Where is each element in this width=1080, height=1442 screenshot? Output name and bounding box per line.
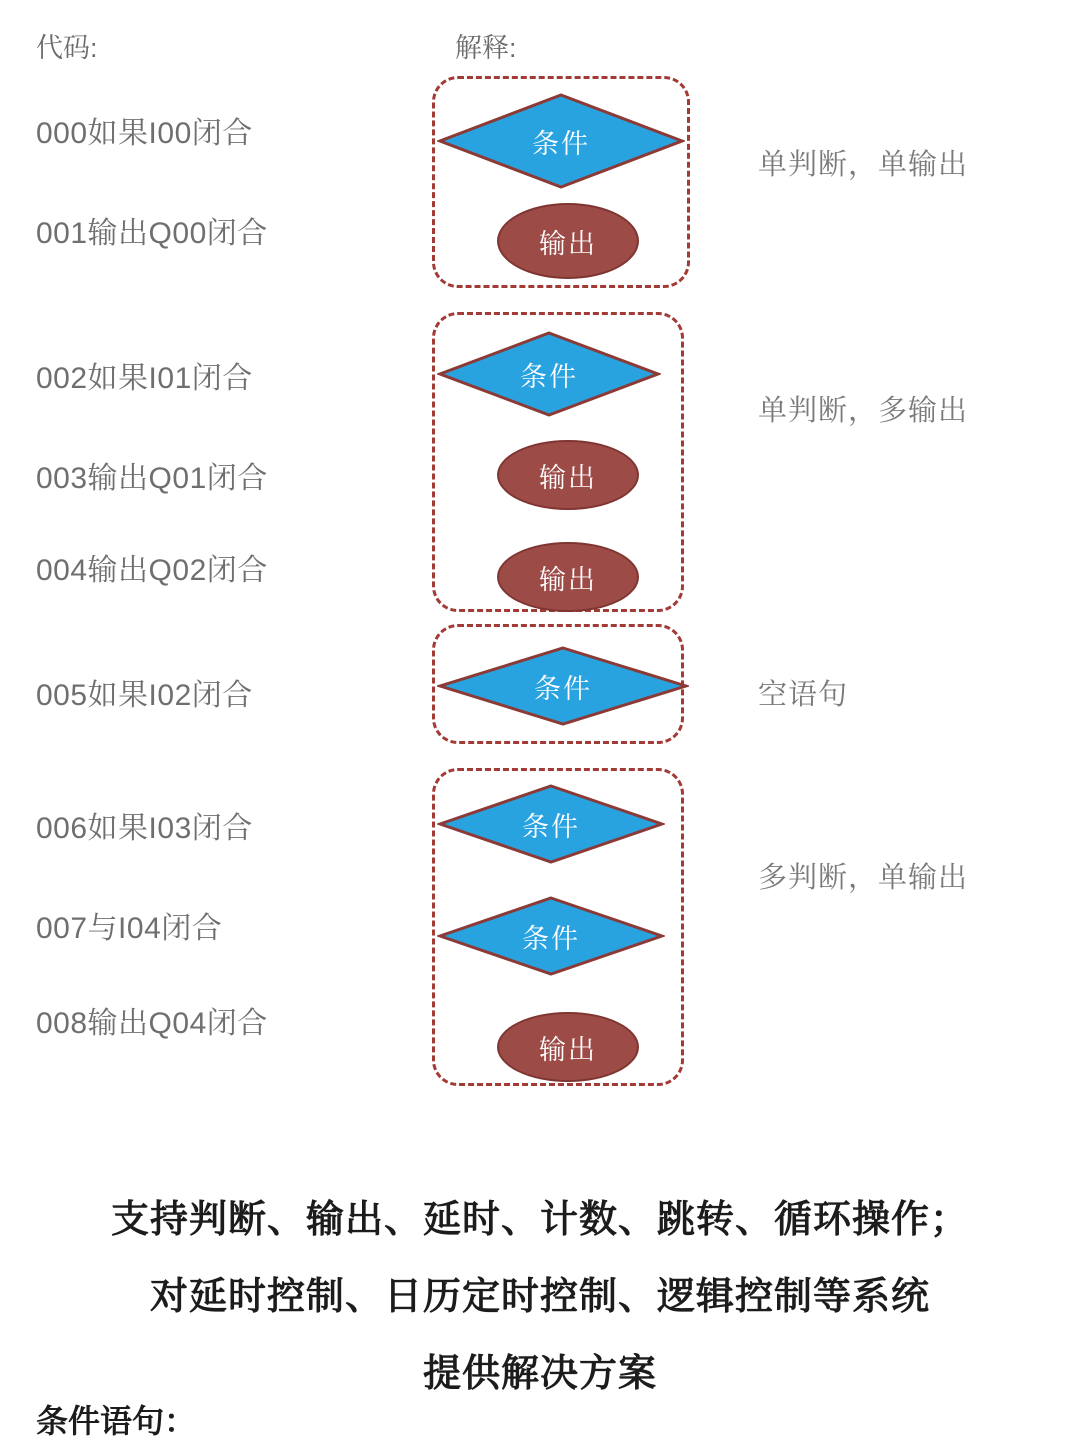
code-line: 008输出Q04闭合	[36, 1007, 268, 1040]
condition-diamond	[437, 645, 689, 727]
shape-label: 输出	[539, 228, 597, 259]
group-explanation: 多判断，单输出	[758, 862, 969, 894]
shape-label: 条件	[522, 923, 580, 954]
code-line: 003输出Q01闭合	[36, 462, 268, 495]
paragraph-line: 对延时控制、日历定时控制、逻辑控制等系统	[149, 1276, 930, 1318]
shape-label: 条件	[534, 673, 592, 704]
shape-label: 条件	[520, 361, 578, 392]
shape-label: 条件	[522, 811, 580, 842]
code-line: 007与I04闭合	[36, 912, 223, 945]
paragraph-line: 支持判断、输出、延时、计数、跳转、循环操作；	[110, 1199, 969, 1241]
group-explanation: 空语句	[758, 679, 849, 711]
group-explanation: 单判断，单输出	[758, 149, 969, 181]
shape-label: 条件	[532, 128, 590, 159]
code-line: 004输出Q02闭合	[36, 554, 268, 587]
code-line: 000如果I00闭合	[36, 117, 253, 150]
condition-diamond	[437, 895, 665, 977]
shape-label: 输出	[539, 564, 597, 595]
condition-diamond	[437, 783, 665, 865]
header-explanation-label: 解释:	[455, 33, 517, 63]
output-ellipse	[497, 1012, 639, 1082]
code-line: 005如果I02闭合	[36, 679, 253, 712]
shape-label: 输出	[539, 462, 597, 493]
condition-diamond	[437, 330, 661, 418]
condition-diamond	[437, 92, 685, 190]
group-explanation: 单判断，多输出	[758, 395, 969, 427]
code-line: 002如果I01闭合	[36, 362, 253, 395]
code-line: 006如果I03闭合	[36, 812, 253, 845]
header-code-label: 代码:	[36, 33, 98, 63]
output-ellipse	[497, 440, 639, 510]
code-line: 001输出Q00闭合	[36, 217, 268, 250]
paragraph-line: 提供解决方案	[422, 1353, 657, 1395]
output-ellipse	[497, 542, 639, 612]
footer-section-label: 条件语句：	[36, 1403, 197, 1439]
output-ellipse	[497, 203, 639, 279]
shape-label: 输出	[539, 1034, 597, 1065]
